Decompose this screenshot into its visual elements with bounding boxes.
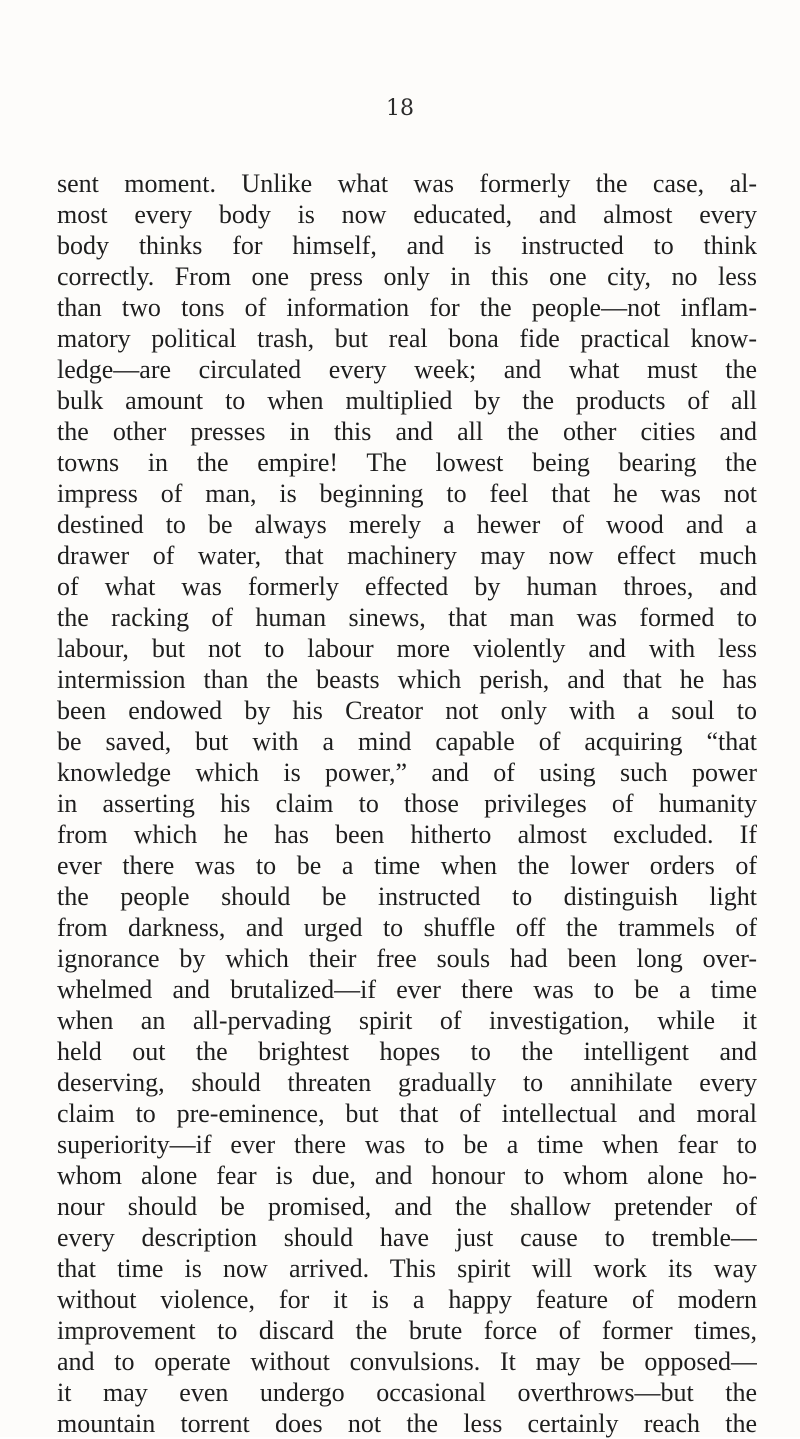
text-line: ignorance by which their free souls had been long over-: [57, 944, 757, 973]
text-line: when an all-pervading spirit of investigation, while it: [57, 1006, 757, 1035]
text-line: without violence, for it is a happy feature of modern: [57, 1285, 757, 1314]
text-line: deserving, should threaten gradually to annihilate every: [57, 1068, 757, 1097]
body-text: [57, 168, 757, 1439]
text-line: from darkness, and urged to shuffle off the trammels of: [57, 913, 757, 942]
text-line: matory political trash, but real bona fide practical know-: [57, 324, 757, 353]
text-line: the people should be instructed to distinguish light: [57, 882, 757, 911]
text-line: whom alone fear is due, and honour to whom alone ho-: [57, 1161, 757, 1190]
text-line: knowledge which is power,” and of using such power: [57, 758, 757, 787]
text-line: of what was formerly effected by human throes, and: [57, 572, 757, 601]
text-line: it may even undergo occasional overthrows—but the: [57, 1378, 757, 1407]
text-line: superiority—if ever there was to be a time when fear to: [57, 1130, 757, 1159]
text-line: drawer of water, that machinery may now effect much: [57, 541, 757, 570]
text-line: been endowed by his Creator not only with a soul to: [57, 696, 757, 725]
text-line: ledge—are circulated every week; and what must the: [57, 355, 757, 384]
text-line: that time is now arrived. This spirit will work its way: [57, 1254, 757, 1283]
text-line: bulk amount to when multiplied by the products of all: [57, 386, 757, 415]
text-line: nour should be promised, and the shallow pretender of: [57, 1192, 757, 1221]
text-line: improvement to discard the brute force of former times,: [57, 1316, 757, 1345]
text-line: held out the brightest hopes to the intelligent and: [57, 1037, 757, 1066]
text-line: from which he has been hitherto almost excluded. If: [57, 820, 757, 849]
text-line: be saved, but with a mind capable of acquiring “that: [57, 727, 757, 756]
page-number: 18: [386, 96, 414, 121]
text-line: impress of man, is beginning to feel that he was not: [57, 479, 757, 508]
text-line: ever there was to be a time when the lower orders of: [57, 851, 757, 880]
text-line: claim to pre-eminence, but that of intellectual and moral: [57, 1099, 757, 1128]
text-line: mountain torrent does not the less certainly reach the: [57, 1409, 757, 1438]
text-line: and to operate without convulsions. It may be opposed—: [57, 1347, 757, 1376]
text-line: than two tons of information for the people—not inflam-: [57, 293, 757, 322]
text-line: in asserting his claim to those privileges of humanity: [57, 789, 757, 818]
text-line: destined to be always merely a hewer of wood and a: [57, 510, 757, 539]
text-line: towns in the empire! The lowest being bearing the: [57, 448, 757, 477]
text-line: most every body is now educated, and almost every: [57, 200, 757, 229]
text-line: intermission than the beasts which perish, and that he has: [57, 665, 757, 694]
text-line: labour, but not to labour more violently and with less: [57, 634, 757, 663]
text-line: the racking of human sinews, that man was formed to: [57, 603, 757, 632]
text-line: correctly. From one press only in this one city, no less: [57, 262, 757, 291]
text-line: whelmed and brutalized—if ever there was to be a time: [57, 975, 757, 1004]
text-line: the other presses in this and all the other cities and: [57, 417, 757, 446]
text-line: every description should have just cause to tremble—: [57, 1223, 757, 1252]
text-line: sent moment. Unlike what was formerly the case, al-: [57, 169, 757, 198]
text-line: body thinks for himself, and is instructed to think: [57, 231, 757, 260]
